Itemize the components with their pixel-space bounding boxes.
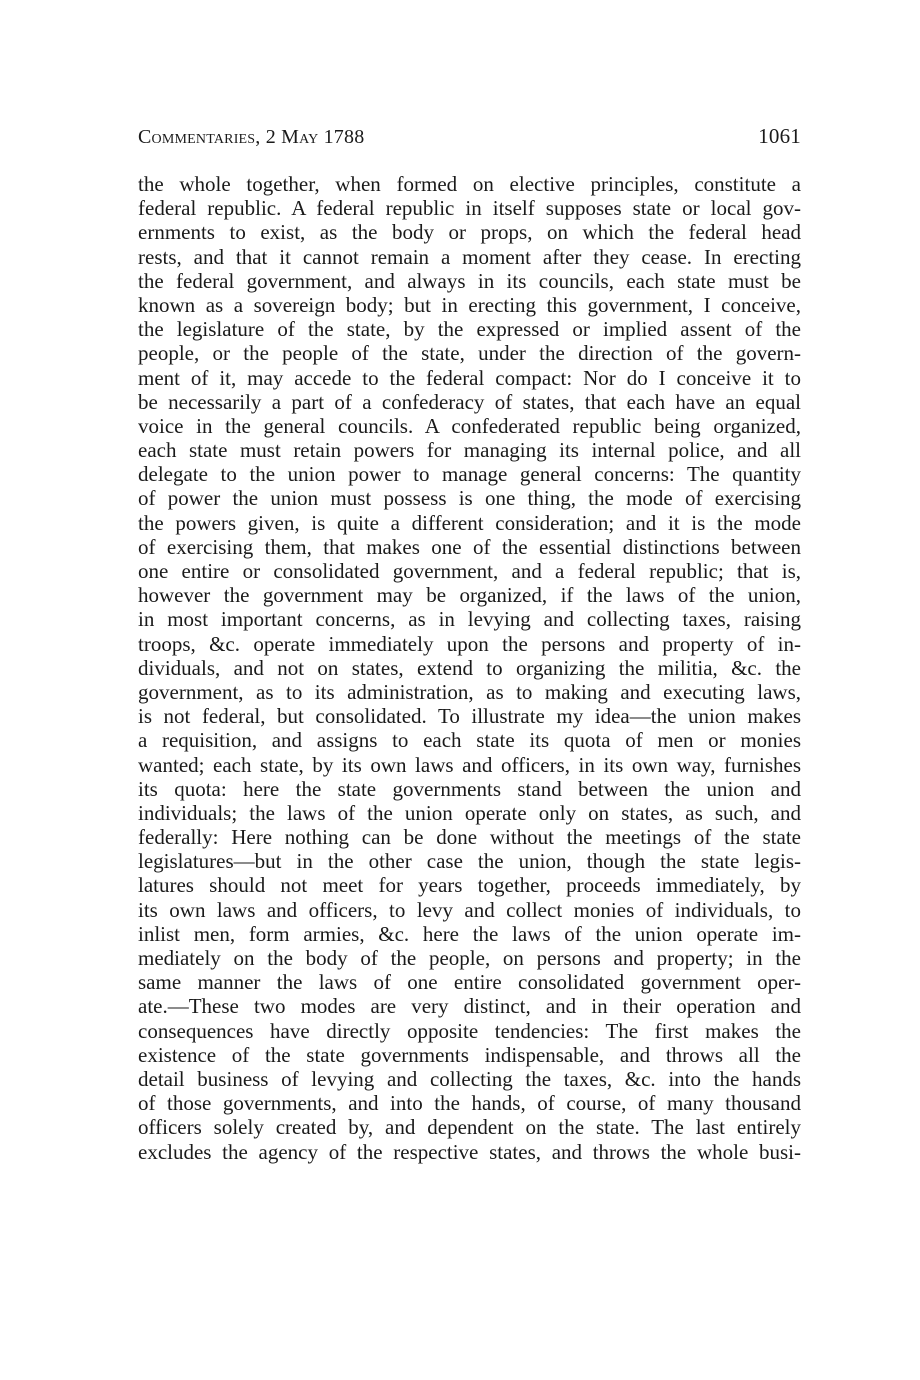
text-line: one entire or consolidated government, and a federal republic; that is, [138, 559, 801, 583]
text-line: of exercising them, that makes one of the essential distinctions between [138, 534, 801, 559]
text-line: the whole together, when formed on elective principles, constitute a [138, 172, 801, 196]
text-line: of power the union must possess is one thing, the mode of exercising [138, 486, 801, 511]
text-line: officers solely created by, and dependent on the state. The last entirely [138, 1115, 801, 1140]
text-line: voice in the general councils. A confederated republic being organized, [138, 413, 801, 438]
text-line: dividuals, and not on states, extend to organizing the militia, &c. the [138, 655, 801, 680]
running-head-title: Commentaries, 2 May 1788 [138, 126, 365, 148]
text-line: government, as to its administration, as to making and executing laws, [138, 679, 801, 704]
text-line: known as a sovereign body; but in erecting this government, I conceive, [138, 292, 801, 317]
text-line: the powers given, is quite a different consideration; and it is the mode [138, 510, 801, 535]
text-line: latures should not meet for years together, proceeds immediately, by [138, 873, 801, 898]
text-line: individuals; the laws of the union operate only on states, as such, and [138, 800, 801, 825]
text-line: detail business of levying and collecting the taxes, &c. into the hands [138, 1066, 801, 1091]
text-line: consequences have directly opposite tendencies: The first makes the [138, 1018, 801, 1043]
text-line: delegate to the union power to manage general concerns: The quantity [138, 462, 801, 487]
text-line: a requisition, and assigns to each state its quota of men or monies [138, 728, 801, 753]
text-line: the federal government, and always in its councils, each state must be [138, 268, 801, 293]
text-line: existence of the state governments indispensable, and throws all the [138, 1042, 801, 1067]
text-line: wanted; each state, by its own laws and officers, in its own way, furnishes [138, 752, 801, 777]
text-line: federal republic. A federal republic in itself supposes state or local gov- [138, 196, 801, 221]
text-line: is not federal, but consolidated. To illustrate my idea—the union makes [138, 704, 801, 729]
text-line: rests, and that it cannot remain a moment after they cease. In erecting [138, 244, 801, 269]
text-line: legislatures—but in the other case the union, though the state legis- [138, 849, 801, 874]
text-line: in most important concerns, as in levying and collecting taxes, raising [138, 607, 801, 632]
text-line: inlist men, form armies, &c. here the laws of the union operate im- [138, 921, 801, 946]
text-line: federally: Here nothing can be done without the meetings of the state [138, 825, 801, 850]
text-line: its quota: here the state governments stand between the union and [138, 776, 801, 801]
text-line: its own laws and officers, to levy and collect monies of individuals, to [138, 897, 801, 922]
text-line: people, or the people of the state, under the direction of the govern- [138, 341, 801, 366]
body-text [138, 172, 801, 1164]
text-line: mediately on the body of the people, on persons and property; in the [138, 946, 801, 970]
text-line: the legislature of the state, by the expressed or implied assent of the [138, 317, 801, 342]
text-line: excludes the agency of the respective states, and throws the whole busi- [138, 1139, 801, 1164]
text-line: ernments to exist, as the body or props, on which the federal head [138, 220, 801, 245]
text-line: ate.—These two modes are very distinct, and in their operation and [138, 994, 801, 1019]
text-line: ment of it, may accede to the federal compact: Nor do I conceive it to [138, 365, 801, 390]
text-line: same manner the laws of one entire consolidated government oper- [138, 970, 801, 995]
page-number: 1061 [758, 124, 801, 148]
text-line: each state must retain powers for managing its internal police, and all [138, 438, 801, 463]
running-head [138, 124, 801, 150]
text-line: troops, &c. operate immediately upon the persons and property of in- [138, 631, 801, 656]
text-line: be necessarily a part of a confederacy of states, that each have an equal [138, 389, 801, 414]
text-line: of those governments, and into the hands, of course, of many thousand [138, 1091, 801, 1116]
text-line: however the government may be organized, if the laws of the union, [138, 583, 801, 608]
